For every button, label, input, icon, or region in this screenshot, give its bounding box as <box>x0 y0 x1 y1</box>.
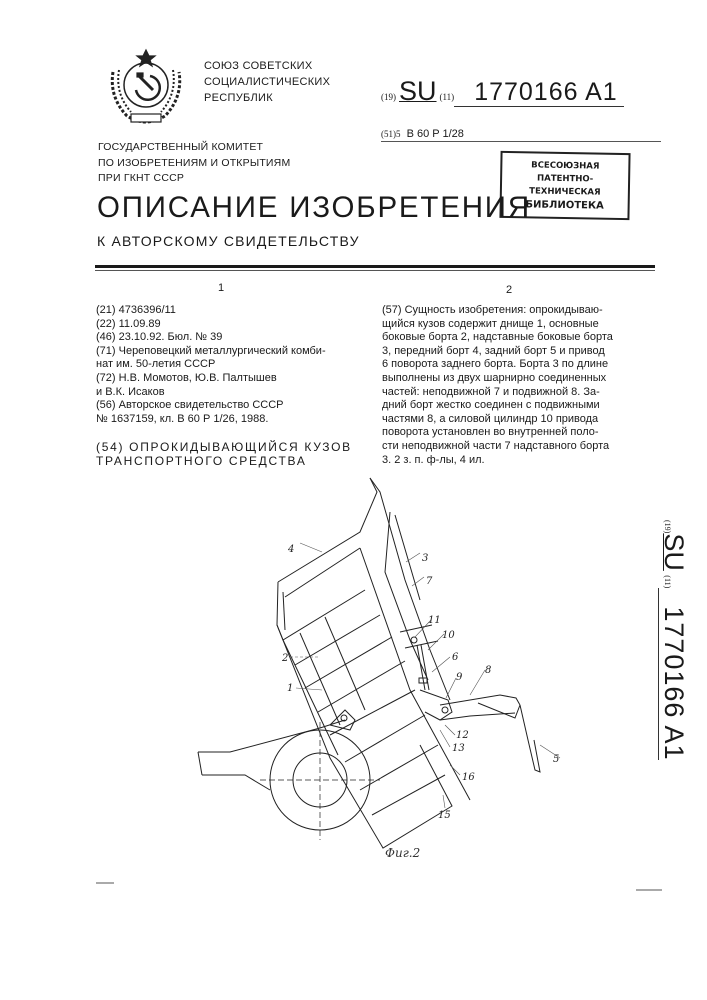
side-publication-number <box>655 520 695 780</box>
abstract-line: частями 8, а силовой цилиндр 10 привода <box>382 412 599 425</box>
abstract-line: 6 поворота заднего борта. Борта 3 по длине <box>382 358 609 371</box>
abstract-line: 3. 2 з. п. ф-лы, 4 ил. <box>382 453 485 466</box>
column-number-2: 2 <box>506 284 513 296</box>
side-number-code-label: (11) <box>663 575 672 589</box>
drawing-label-10: 10 <box>442 630 455 641</box>
abstract-line: частей: неподвижной 7 и подвижной 8. За- <box>382 385 600 398</box>
figure-caption: Фиг.2 <box>385 846 421 860</box>
ipc-code-label: (51)5 <box>381 129 401 139</box>
committee-line: ГОСУДАРСТВЕННЫЙ КОМИТЕТ <box>98 141 264 153</box>
drawing-label-5: 5 <box>553 754 560 765</box>
drawing-label-11: 11 <box>428 615 441 626</box>
invention-title-line: (54) ОПРОКИДЫВАЮЩИЙСЯ КУЗОВ <box>96 440 352 455</box>
drawing-label-4: 4 <box>288 544 295 555</box>
committee-name <box>98 140 290 187</box>
drawing-label-7: 7 <box>426 576 433 587</box>
abstract-line: щийся кузов содержит днище 1, основные <box>382 317 599 330</box>
drawing-label-3: 3 <box>422 553 429 564</box>
stamp-line: БИБЛИОТЕКА <box>525 199 604 212</box>
committee-line: ПО ИЗОБРЕТЕНИЯМ И ОТКРЫТИЯМ <box>98 156 291 169</box>
biblio-line: и В.К. Исаков <box>96 385 165 398</box>
side-number: 1770166 A1 <box>658 588 689 760</box>
drawing-label-12: 12 <box>456 730 469 741</box>
ipc-classification <box>381 128 661 142</box>
biblio-line: (56) Авторское свидетельство СССР <box>96 399 284 412</box>
publication-number <box>381 76 661 106</box>
abstract-line: поворота установлен во внутренней поло- <box>382 426 599 439</box>
union-line: РЕСПУБЛИК <box>204 92 273 104</box>
ussr-emblem-icon <box>103 42 189 128</box>
biblio-line: (72) Н.В. Момотов, Ю.В. Палтышев <box>96 371 277 384</box>
biblio-line: (46) 23.10.92. Бюл. № 39 <box>96 331 223 344</box>
abstract-line: 3, передний борт 4, задний борт 5 и привод <box>382 344 605 357</box>
pub-number: 1770166 A1 <box>454 78 623 107</box>
drawing-label-9: 9 <box>456 672 463 683</box>
drawing-label-13: 13 <box>452 743 465 754</box>
biblio-line: (71) Череповецкий металлургический комби- <box>96 344 326 357</box>
drawing-label-1: 1 <box>287 683 294 694</box>
biblio-line: (21) 4736396/11 <box>96 304 176 316</box>
abstract-line: боковые борта 2, надставные боковые борта <box>382 331 613 344</box>
document-subtitle: К АВТОРСКОМУ СВИДЕТЕЛЬСТВУ <box>97 233 360 249</box>
union-line: СОЦИАЛИСТИЧЕСКИХ <box>204 76 331 88</box>
stamp-line: ПАТЕНТНО-ТЕХНИЧЕСКАЯ <box>529 173 601 198</box>
biblio-line: № 1637159, кл. В 60 Р 1/26, 1988. <box>96 412 269 425</box>
document-title: ОПИСАНИЕ ИЗОБРЕТЕНИЯ <box>97 191 531 224</box>
technical-drawing <box>180 475 580 875</box>
union-line: СОЮЗ СОВЕТСКИХ <box>204 60 313 72</box>
abstract-line: дний борт жестко соединен с подвижными <box>382 399 600 412</box>
pub-number-code-label: (11) <box>439 92 455 102</box>
stamp-line: ВСЕСОЮЗНАЯ <box>531 160 600 172</box>
drawing-label-2: 2 <box>282 653 289 664</box>
divider-thin <box>95 270 655 271</box>
abstract-line: сти неподвижной части 7 надставного борта <box>382 439 610 452</box>
footer-mark-right <box>636 889 662 891</box>
side-country: SU <box>659 533 689 571</box>
column-number-1: 1 <box>218 282 225 294</box>
biblio-line: (22) 11.09.89 <box>96 317 161 330</box>
country-code: SU <box>399 76 437 106</box>
country-code-label: (19) <box>381 92 396 102</box>
committee-line: ПРИ ГКНТ СССР <box>98 172 185 184</box>
ipc-value: B 60 P 1/28 <box>406 128 464 140</box>
biblio-line: нат им. 50-летия СССР <box>96 358 216 371</box>
union-name <box>204 58 330 106</box>
divider-thick <box>95 265 655 268</box>
drawing-label-6: 6 <box>452 652 459 663</box>
drawing-label-8: 8 <box>485 665 492 676</box>
abstract-line: (57) Сущность изобретения: опрокидываю- <box>382 304 603 316</box>
bibliographic-data <box>96 304 376 468</box>
drawing-label-16: 16 <box>462 772 475 783</box>
footer-mark-left <box>96 882 114 884</box>
side-country-code-label: (19) <box>663 520 672 534</box>
drawing-label-15: 15 <box>438 810 451 821</box>
abstract-line: выполнены из двух шарнирно соединенных <box>382 371 607 384</box>
invention-title-line: ТРАНСПОРТНОГО СРЕДСТВА <box>96 454 307 469</box>
abstract <box>382 304 654 467</box>
